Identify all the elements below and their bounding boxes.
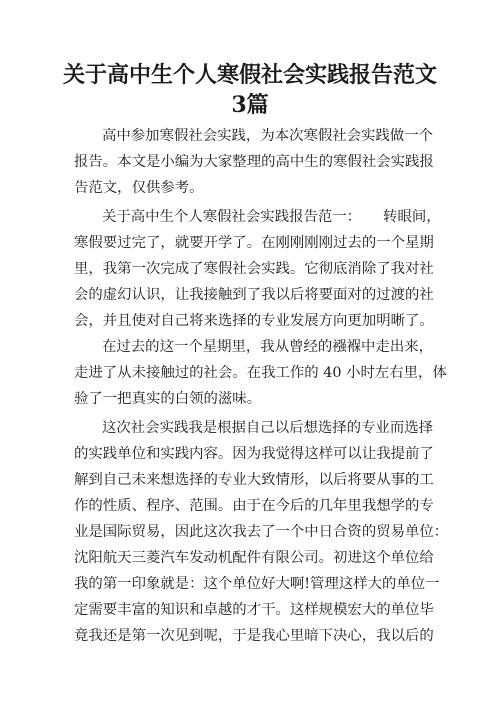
- paragraph-2-line-3: 里，我第一次完成了寒假社会实践。它彻底消除了我对社: [74, 261, 434, 277]
- paragraph-2-line-1-tail: 转眼间，: [383, 209, 441, 225]
- paragraph-3-line-2: 走进了从未接触过的社会。在我工作的 40 小时左右里，体: [74, 365, 447, 381]
- document-title-line-2: 3篇: [231, 92, 269, 118]
- paragraph-3-line-1: 在过去的这一个星期里，我从曾经的襁褓中走出来，: [102, 339, 433, 355]
- paragraph-4-line-3: 解到自己未来想选择的专业大致情形，以后将要从事的工: [74, 472, 434, 488]
- paragraph-4-line-8: 定需要丰富的知识和卓越的才干。这样规模宏大的单位毕: [74, 602, 434, 618]
- paragraph-4-line-9: 竟我还是第一次见到呢，于是我心里暗下决心，我以后的: [74, 628, 434, 644]
- paragraph-2-line-5: 会，并且使对自己将来选择的专业发展方向更加明晰了。: [74, 313, 434, 329]
- paragraph-4-line-6: 沈阳航天三菱汽车发动机配件有限公司。初进这个单位给: [74, 550, 434, 566]
- paragraph-3-line-3: 验了一把真实的白领的滋味。: [74, 391, 262, 407]
- paragraph-4-line-5: 业是国际贸易，因此这次我去了一个中日合资的贸易单位：: [74, 524, 449, 540]
- paragraph-4-line-2: 的实践单位和实践内容。因为我觉得这样可以让我提前了: [74, 446, 434, 462]
- paragraph-2-line-4: 会的虚幻认识，让我接触到了我以后将要面对的过渡的社: [74, 287, 434, 303]
- paragraph-1-line-1: 高中参加寒假社会实践，为本次寒假社会实践做一个: [102, 128, 433, 144]
- paragraph-2-heading: 关于高中生个人寒假社会实践报告范一：: [102, 209, 362, 225]
- paragraph-4-line-4: 作的性质、程序、范围。由于在今后的几年里我想学的专: [74, 498, 434, 514]
- paragraph-1-line-3: 告范文，仅供参考。: [74, 180, 204, 196]
- document-title-line-1: 关于高中生个人寒假社会实践报告范文: [62, 62, 437, 88]
- paragraph-2-line-1: [102, 207, 441, 227]
- paragraph-4-line-7: 我的第一印象就是：这个单位好大啊!管理这样大的单位一: [74, 576, 440, 592]
- paragraph-4-line-1: 这次社会实践我是根据自己以后想选择的专业而选择: [102, 420, 433, 436]
- paragraph-1-line-2: 报告。本文是小编为大家整理的高中生的寒假社会实践报: [74, 154, 434, 170]
- paragraph-2-line-2: 寒假要过完了，就要开学了。在刚刚刚刚过去的一个星期: [74, 235, 434, 251]
